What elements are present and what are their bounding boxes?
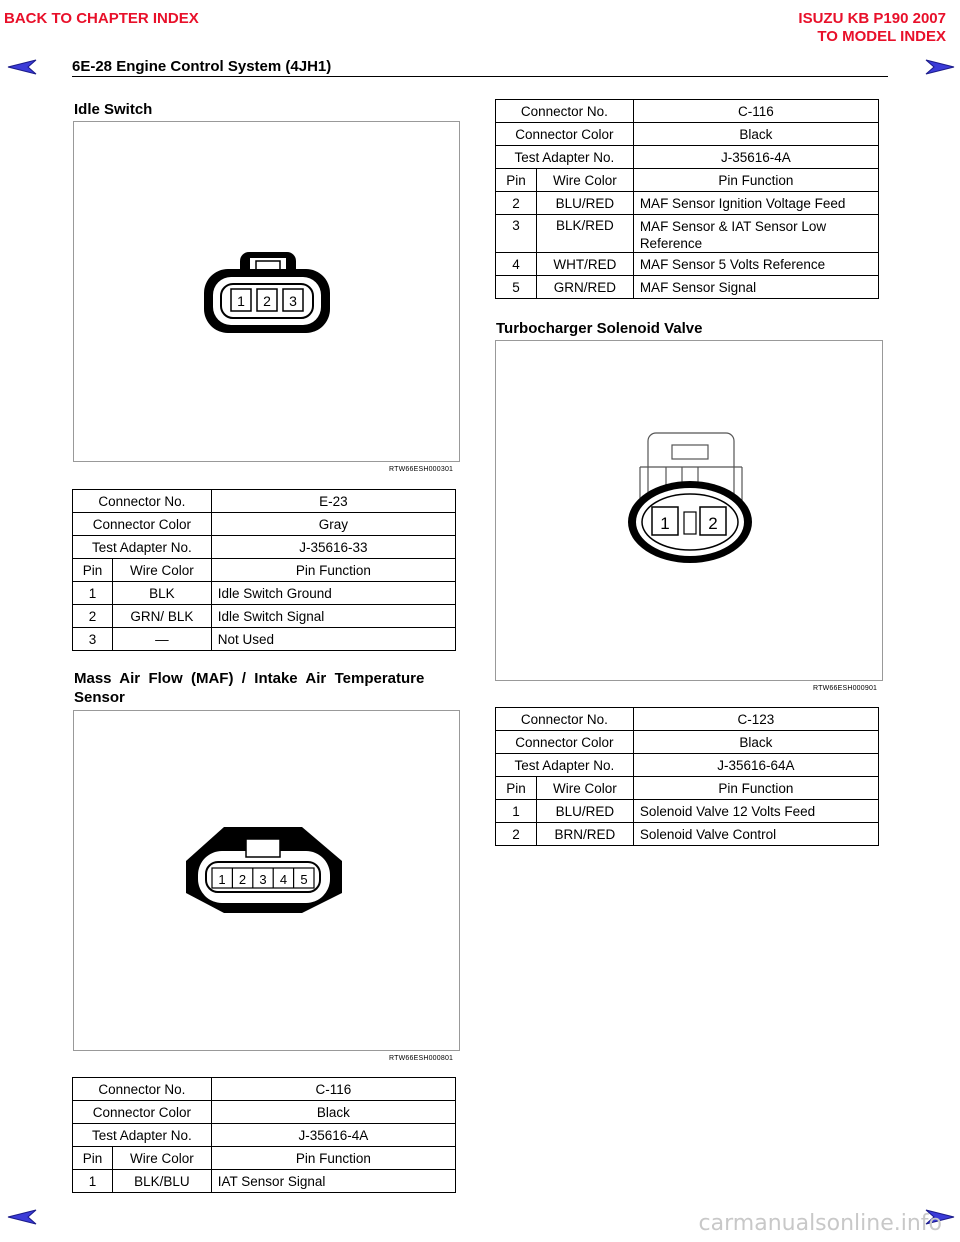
- table-cell: MAF Sensor Signal: [633, 276, 878, 299]
- maf-sensor-figure: [73, 710, 460, 1051]
- maf-pin-3-label: 3: [259, 872, 267, 887]
- table-cell: BLU/RED: [536, 192, 633, 215]
- table-cell: Connector No.: [496, 100, 634, 123]
- table-cell: BLK: [112, 582, 211, 605]
- table-cell: Connector No.: [73, 1078, 212, 1101]
- table-cell: 2: [73, 605, 113, 628]
- table-header-row: [496, 100, 879, 123]
- idle-switch-figure: [73, 121, 460, 462]
- table-cell: C-116: [211, 1078, 455, 1101]
- table-cell: J-35616-64A: [633, 754, 878, 777]
- model-title-link[interactable]: ISUZU KB P190 2007: [798, 10, 946, 27]
- table-cell: BRN/RED: [536, 823, 633, 846]
- watermark: carmanualsonline.info: [698, 1211, 942, 1236]
- idle-switch-figure-id: RTW66ESH000301: [389, 466, 454, 473]
- table-header-row: [496, 123, 879, 146]
- table-cell: C-123: [633, 708, 878, 731]
- table-row: [496, 276, 879, 299]
- table-cell: Test Adapter No.: [73, 1124, 212, 1147]
- table-row: [73, 1170, 456, 1193]
- previous-page-arrow-icon[interactable]: [6, 58, 38, 76]
- table-cell: Pin Function: [633, 169, 878, 192]
- table-cell: IAT Sensor Signal: [211, 1170, 455, 1193]
- idle-switch-pin-1-label: 1: [237, 293, 245, 309]
- table-cell: WHT/RED: [536, 253, 633, 276]
- idle-switch-connector-diagram: [74, 122, 459, 461]
- maf-pin-4-label: 4: [279, 872, 288, 887]
- table-row: [73, 605, 456, 628]
- idle-switch-pin-3-label: 3: [289, 293, 297, 309]
- table-cell: Pin Function: [211, 559, 455, 582]
- idle-switch-title: Idle Switch: [74, 101, 153, 118]
- table-cell: Pin Function: [633, 777, 878, 800]
- table-cell: Solenoid Valve 12 Volts Feed: [633, 800, 878, 823]
- table-cell: C-116: [633, 100, 878, 123]
- table-header-row: [73, 513, 456, 536]
- table-cell: J-35616-4A: [633, 146, 878, 169]
- table-row: [496, 192, 879, 215]
- table-row: [496, 215, 879, 253]
- table-cell: Idle Switch Signal: [211, 605, 455, 628]
- table-header-row: [73, 1124, 456, 1147]
- maf-sensor-title-line2: Sensor: [74, 689, 125, 706]
- table-header-row: [73, 536, 456, 559]
- table-cell: MAF Sensor Ignition Voltage Feed: [633, 192, 878, 215]
- table-cell: Gray: [211, 513, 455, 536]
- maf-pin-2-label: 2: [238, 872, 247, 887]
- table-cell: Pin: [73, 1147, 113, 1170]
- table-cell: J-35616-4A: [211, 1124, 455, 1147]
- table-cell: Connector No.: [73, 490, 212, 513]
- table-cell: Black: [211, 1101, 455, 1124]
- table-cell: Connector Color: [73, 1101, 212, 1124]
- table-header-row: [496, 169, 879, 192]
- table-cell: Connector Color: [496, 731, 634, 754]
- table-cell: 1: [496, 800, 537, 823]
- table-cell: Wire Color: [536, 777, 633, 800]
- table-cell: E-23: [211, 490, 455, 513]
- table-cell: 1: [73, 1170, 113, 1193]
- table-cell: BLK/RED: [536, 215, 633, 253]
- table-cell: GRN/ BLK: [112, 605, 211, 628]
- table-cell: 4: [496, 253, 537, 276]
- turbo-pin-1-label: 1: [660, 514, 670, 533]
- maf-sensor-continued-table: [495, 99, 879, 299]
- turbo-valve-table: [495, 707, 879, 846]
- turbo-valve-title: Turbocharger Solenoid Valve: [496, 320, 703, 337]
- table-header-row: [496, 777, 879, 800]
- previous-page-bottom-arrow-icon[interactable]: [6, 1208, 38, 1226]
- table-cell: Pin: [496, 777, 537, 800]
- maf-sensor-connector-diagram: [74, 711, 459, 1050]
- table-cell: Black: [633, 731, 878, 754]
- table-cell: Pin Function: [211, 1147, 455, 1170]
- table-row: [496, 800, 879, 823]
- table-cell: Black: [633, 123, 878, 146]
- turbo-valve-figure: [495, 340, 883, 681]
- table-cell: Pin: [73, 559, 113, 582]
- table-cell: 3: [496, 215, 537, 253]
- table-cell: Wire Color: [112, 559, 211, 582]
- table-cell: Connector Color: [73, 513, 212, 536]
- table-cell: GRN/RED: [536, 276, 633, 299]
- table-cell: 5: [496, 276, 537, 299]
- to-model-index-link[interactable]: TO MODEL INDEX: [817, 28, 946, 45]
- table-cell: Pin: [496, 169, 537, 192]
- table-cell: MAF Sensor 5 Volts Reference: [633, 253, 878, 276]
- table-cell: 1: [73, 582, 113, 605]
- maf-row3-function-line1: MAF Sensor & IAT Sensor Low: [639, 219, 827, 234]
- table-cell: J-35616-33: [211, 536, 455, 559]
- table-row: [73, 628, 456, 651]
- header-rule: [72, 76, 888, 77]
- table-cell: BLK/BLU: [112, 1170, 211, 1193]
- idle-switch-table: [72, 489, 456, 651]
- table-cell: Solenoid Valve Control: [633, 823, 878, 846]
- table-header-row: [496, 731, 879, 754]
- table-cell: Connector Color: [496, 123, 634, 146]
- table-cell: —: [112, 628, 211, 651]
- table-header-row: [73, 490, 456, 513]
- table-cell: BLU/RED: [536, 800, 633, 823]
- maf-pin-5-label: 5: [300, 872, 308, 887]
- maf-sensor-title-line1: Mass Air Flow (MAF) / Intake Air Temperature: [74, 670, 425, 687]
- idle-switch-pin-2-label: 2: [263, 293, 271, 309]
- next-page-arrow-icon[interactable]: [924, 58, 956, 76]
- table-cell: Wire Color: [112, 1147, 211, 1170]
- table-header-row: [73, 559, 456, 582]
- table-cell: Connector No.: [496, 708, 634, 731]
- table-header-row: [73, 1078, 456, 1101]
- turbo-valve-figure-id: RTW66ESH000901: [813, 685, 878, 692]
- table-cell: Wire Color: [536, 169, 633, 192]
- table-header-row: [496, 708, 879, 731]
- table-cell: Test Adapter No.: [496, 146, 634, 169]
- table-cell: 2: [496, 823, 537, 846]
- maf-pin-1-label: 1: [218, 872, 226, 887]
- table-header-row: [496, 754, 879, 777]
- table-row: [496, 823, 879, 846]
- table-cell: Test Adapter No.: [73, 536, 212, 559]
- maf-sensor-figure-id: RTW66ESH000801: [389, 1055, 454, 1062]
- turbo-pin-2-label: 2: [708, 514, 718, 533]
- page-header: 6E-28 Engine Control System (4JH1): [72, 58, 332, 75]
- back-to-chapter-index-link[interactable]: BACK TO CHAPTER INDEX: [4, 10, 199, 27]
- maf-row3-function-line2: Reference: [639, 236, 703, 251]
- table-cell: 3: [73, 628, 113, 651]
- table-row: [73, 582, 456, 605]
- table-cell: 2: [496, 192, 537, 215]
- table-header-row: [73, 1147, 456, 1170]
- table-header-row: [496, 146, 879, 169]
- table-cell: [633, 215, 878, 253]
- turbo-valve-connector-diagram: [496, 341, 882, 680]
- maf-sensor-table: [72, 1077, 456, 1193]
- table-cell: Test Adapter No.: [496, 754, 634, 777]
- table-cell: Idle Switch Ground: [211, 582, 455, 605]
- table-row: [496, 253, 879, 276]
- table-cell: Not Used: [211, 628, 455, 651]
- table-header-row: [73, 1101, 456, 1124]
